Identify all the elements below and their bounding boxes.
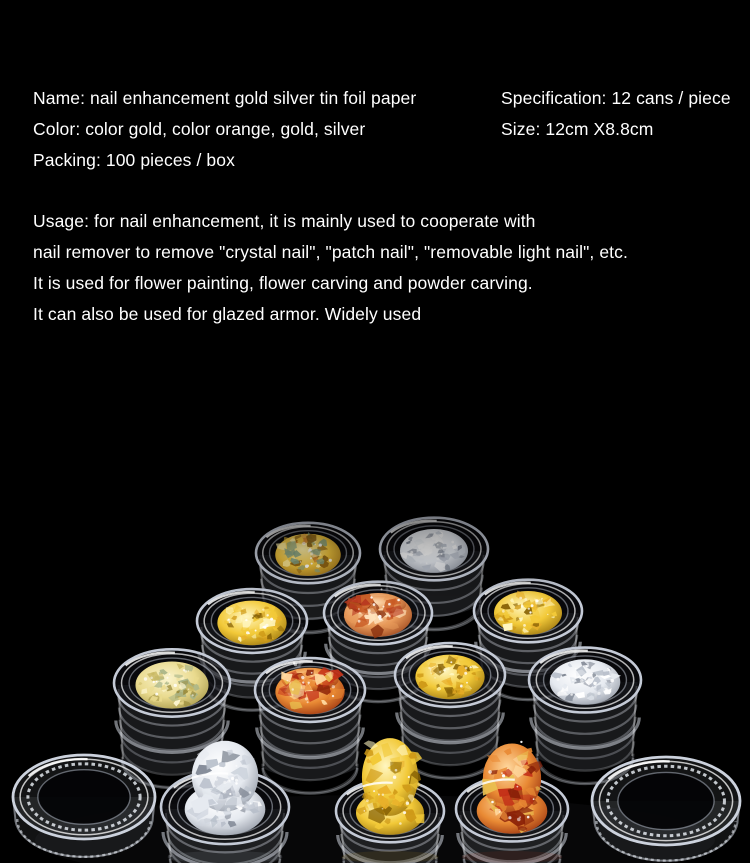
product-details-left [33, 83, 416, 176]
usage-line-2: nail remover to remove "crystal nail", "patch nail", "removable light nail", etc. [33, 242, 628, 262]
usage-line-4: It can also be used for glazed armor. Widely used [33, 304, 422, 324]
product-packing-line: Packing: 100 pieces / box [33, 150, 235, 170]
product-color-line: Color: color gold, color orange, gold, silver [33, 119, 366, 139]
usage-line-3: It is used for flower painting, flower carving and powder carving. [33, 273, 533, 293]
empty-clear-lid [13, 755, 155, 857]
foil-jars-photo [0, 485, 750, 863]
product-details-right [501, 83, 731, 145]
product-photo [0, 485, 750, 863]
usage-line-1: Usage: for nail enhancement, it is mainly used to cooperate with [33, 211, 536, 231]
product-name-line: Name: nail enhancement gold silver tin foil paper [33, 88, 417, 108]
product-usage [33, 206, 628, 330]
product-specification-line: Specification: 12 cans / piece [501, 88, 731, 108]
empty-clear-lid [592, 757, 740, 861]
foil-jar-orange-red [255, 658, 365, 793]
product-size-line: Size: 12cm X8.8cm [501, 119, 654, 139]
